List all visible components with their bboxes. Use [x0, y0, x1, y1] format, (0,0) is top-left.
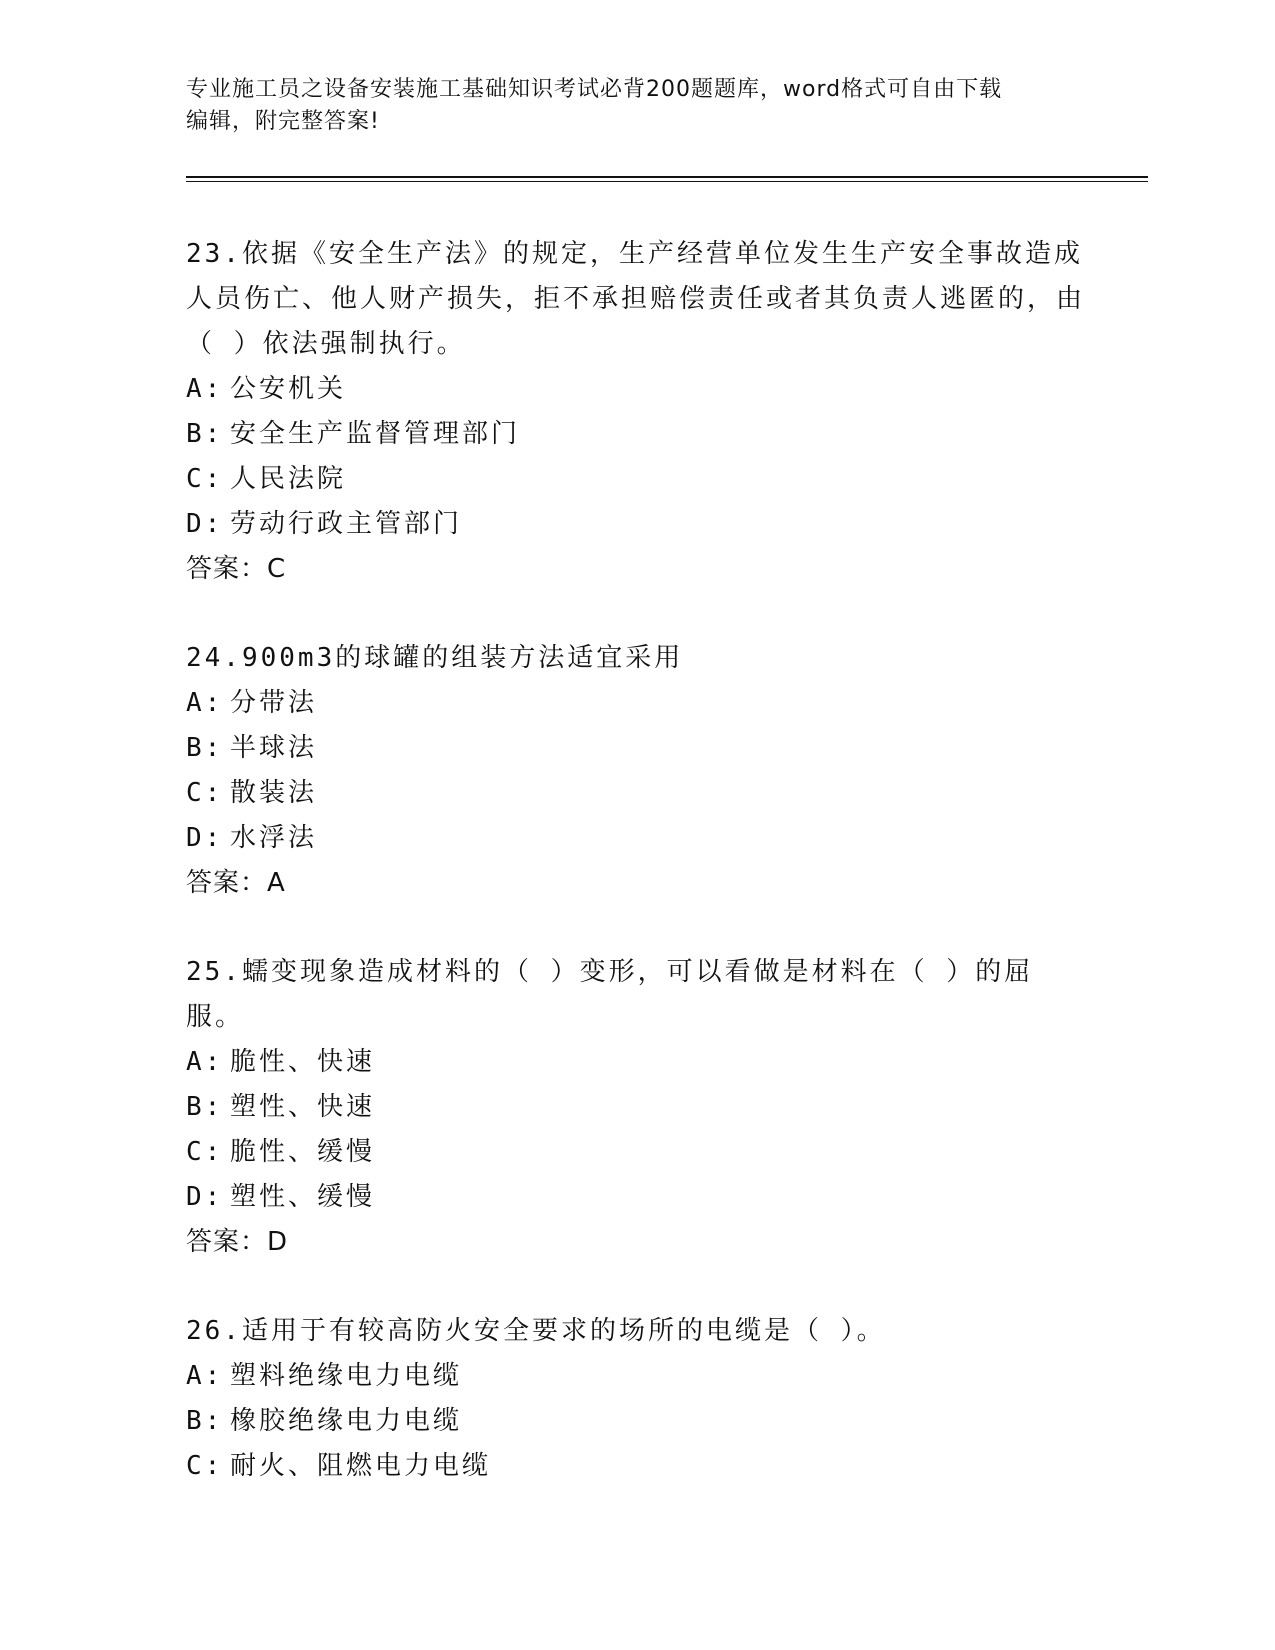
option-text: 公安机关 — [230, 374, 347, 404]
option-d — [186, 816, 1086, 861]
option-a — [186, 681, 1086, 726]
option-text: 人民法院 — [230, 464, 347, 494]
option-a — [186, 1040, 1086, 1085]
header-title-line-2: 编辑，附完整答案! — [186, 109, 380, 134]
header-divider-thick — [186, 176, 1148, 178]
option-d — [186, 502, 1086, 547]
option-text: 水浮法 — [230, 823, 318, 853]
option-b — [186, 1085, 1086, 1130]
question-23 — [186, 232, 1086, 592]
option-text: 安全生产监督管理部门 — [230, 419, 521, 449]
option-c — [186, 457, 1086, 502]
option-key: A: — [186, 1361, 224, 1391]
option-key: B: — [186, 733, 224, 763]
option-key: B: — [186, 419, 224, 449]
question-list — [186, 232, 1086, 1533]
option-text: 脆性、快速 — [230, 1047, 376, 1077]
option-key: B: — [186, 1406, 224, 1436]
option-key: A: — [186, 688, 224, 718]
header-divider-thin — [186, 181, 1148, 182]
option-key: C: — [186, 464, 224, 494]
question-24 — [186, 636, 1086, 906]
question-stem: 23.依据《安全生产法》的规定，生产经营单位发生生产安全事故造成人员伤亡、他人财产损失，拒不承担赔偿责任或者其负责人逃匿的，由（ ）依法强制执行。 — [186, 239, 1086, 359]
option-b — [186, 412, 1086, 457]
option-key: D: — [186, 509, 224, 539]
option-text: 散装法 — [230, 778, 318, 808]
option-c — [186, 1444, 1086, 1489]
option-text: 橡胶绝缘电力电缆 — [230, 1406, 463, 1436]
option-text: 半球法 — [230, 733, 318, 763]
question-25 — [186, 950, 1086, 1265]
option-text: 塑性、快速 — [230, 1092, 376, 1122]
option-key: D: — [186, 1182, 224, 1212]
question-stem: 25.蠕变现象造成材料的（ ）变形，可以看做是材料在（ ）的屈服。 — [186, 957, 1034, 1032]
option-key: B: — [186, 1092, 224, 1122]
option-key: C: — [186, 778, 224, 808]
option-b — [186, 726, 1086, 771]
option-text: 脆性、缓慢 — [230, 1137, 376, 1167]
header-title-line-1: 专业施工员之设备安装施工基础知识考试必背200题题库，word格式可自由下载 — [186, 77, 1003, 102]
option-key: C: — [186, 1451, 224, 1481]
option-a — [186, 367, 1086, 412]
option-key: A: — [186, 1047, 224, 1077]
answer-line: 答案：A — [186, 868, 286, 898]
option-text: 耐火、阻燃电力电缆 — [230, 1451, 492, 1481]
option-key: C: — [186, 1137, 224, 1167]
option-a — [186, 1354, 1086, 1399]
option-text: 劳动行政主管部门 — [230, 509, 463, 539]
option-text: 塑料绝缘电力电缆 — [230, 1361, 463, 1391]
answer-line: 答案：C — [186, 554, 287, 584]
option-text: 塑性、缓慢 — [230, 1182, 376, 1212]
option-text: 分带法 — [230, 688, 318, 718]
option-c — [186, 771, 1086, 816]
option-c — [186, 1130, 1086, 1175]
option-key: A: — [186, 374, 224, 404]
question-stem: 24.900m3的球罐的组装方法适宜采用 — [186, 643, 684, 673]
option-d — [186, 1175, 1086, 1220]
document-header — [186, 74, 1066, 138]
question-26 — [186, 1309, 1086, 1489]
answer-line: 答案：D — [186, 1227, 289, 1257]
option-key: D: — [186, 823, 224, 853]
option-b — [186, 1399, 1086, 1444]
question-stem: 26.适用于有较高防火安全要求的场所的电缆是（ ）。 — [186, 1316, 886, 1346]
